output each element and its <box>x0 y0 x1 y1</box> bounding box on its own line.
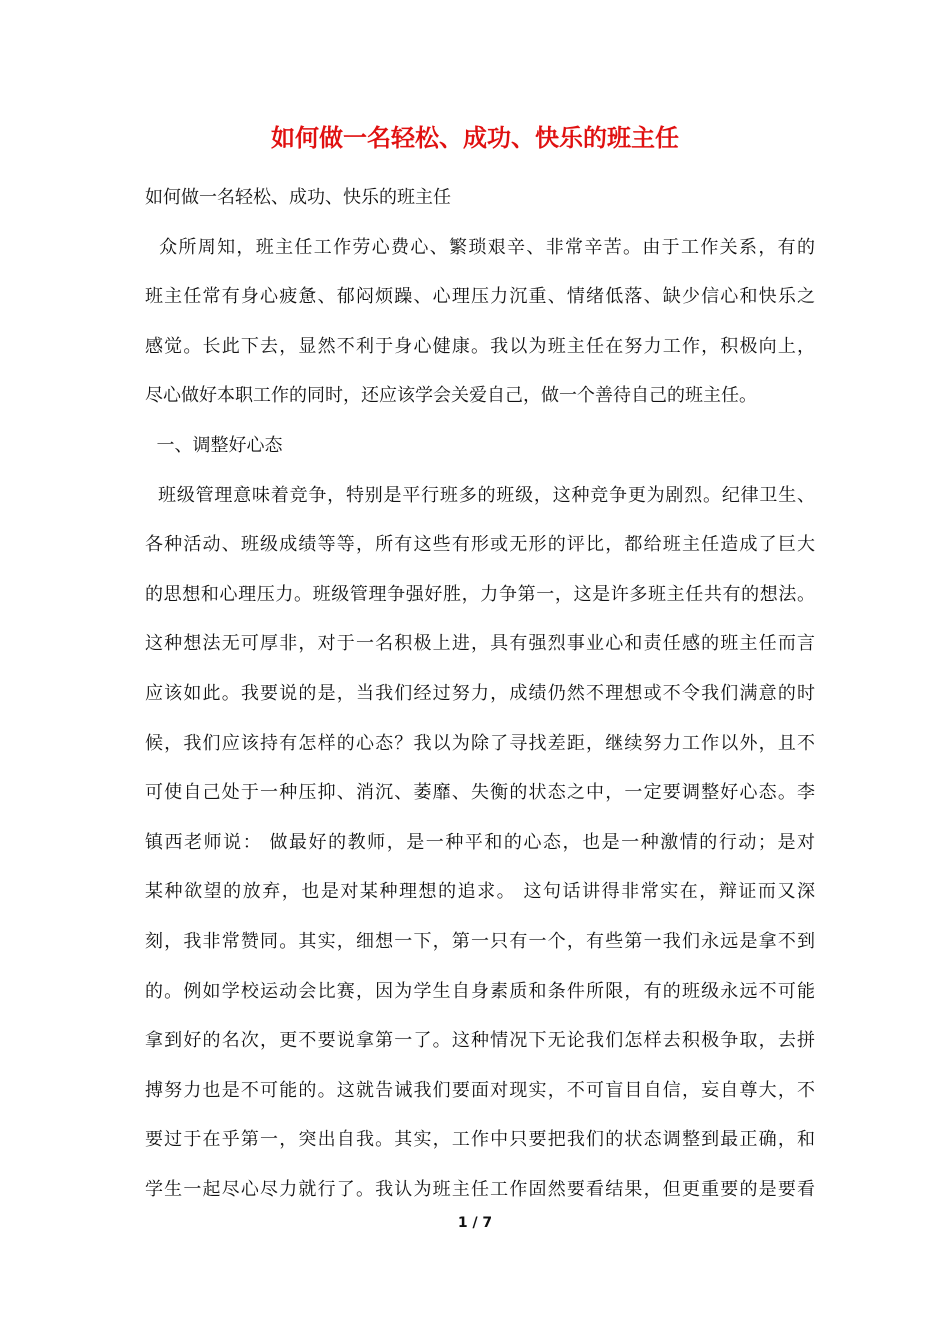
body-line: 的思想和心理压力。班级管理争强好胜，力争第一，这是许多班主任共有的想法。 <box>145 583 815 605</box>
body-line: 学生一起尽心尽力就行了。我认为班主任工作固然要看结果，但更重要的是要看 <box>145 1178 815 1200</box>
body-line: 班级管理意味着竞争，特别是平行班多的班级，这种竞争更为剧烈。纪律卫生、 <box>145 484 815 506</box>
body-line: 这种想法无可厚非，对于一名积极上进，具有强烈事业心和责任感的班主任而言 <box>145 633 815 655</box>
body-line: 众所周知，班主任工作劳心费心、繁琐艰辛、非常辛苦。由于工作关系，有的 <box>145 236 815 258</box>
body-line: 各种活动、班级成绩等等，所有这些有形或无形的评比，都给班主任造成了巨大 <box>145 534 815 556</box>
body-line: 感觉。长此下去，显然不利于身心健康。我以为班主任在努力工作，积极向上， <box>145 335 815 357</box>
body-line: 应该如此。我要说的是，当我们经过努力，成绩仍然不理想或不令我们满意的时 <box>145 682 815 704</box>
document-body <box>145 180 815 1221</box>
body-line: 班主任常有身心疲惫、郁闷烦躁、心理压力沉重、情绪低落、缺少信心和快乐之 <box>145 286 815 308</box>
body-line: 拿到好的名次，更不要说拿第一了。这种情况下无论我们怎样去积极争取，去拼 <box>145 1030 815 1052</box>
body-line: 尽心做好本职工作的同时，还应该学会关爱自己，做一个善待自己的班主任。 <box>145 385 757 407</box>
subtitle-line: 如何做一名轻松、成功、快乐的班主任 <box>145 187 451 208</box>
body-line: 搏努力也是不可能的。这就告诫我们要面对现实，不可盲目自信，妄自尊大，不 <box>145 1079 815 1101</box>
body-line: 候，我们应该持有怎样的心态？我以为除了寻找差距，继续努力工作以外，且不 <box>145 732 815 754</box>
body-line: 可使自己处于一种压抑、消沉、萎靡、失衡的状态之中，一定要调整好心态。李 <box>145 782 815 804</box>
section-heading: 一、调整好心态 <box>145 434 283 456</box>
document-title: 如何做一名轻松、成功、快乐的班主任 <box>271 123 679 152</box>
body-line: 的。例如学校运动会比赛，因为学生自身素质和条件所限，有的班级永远不可能 <box>145 980 815 1002</box>
body-line: 镇西老师说： 做最好的教师，是一种平和的心态，也是一种激情的行动；是对 <box>145 831 815 853</box>
body-line: 刻，我非常赞同。其实，细想一下，第一只有一个，有些第一我们永远是拿不到 <box>145 930 815 952</box>
body-line: 某种欲望的放弃，也是对某种理想的追求。 这句话讲得非常实在，辩证而又深 <box>145 881 815 903</box>
page-indicator: 1 / 7 <box>457 1215 493 1231</box>
body-line: 要过于在乎第一，突出自我。其实，工作中只要把我们的状态调整到最正确，和 <box>145 1129 815 1151</box>
